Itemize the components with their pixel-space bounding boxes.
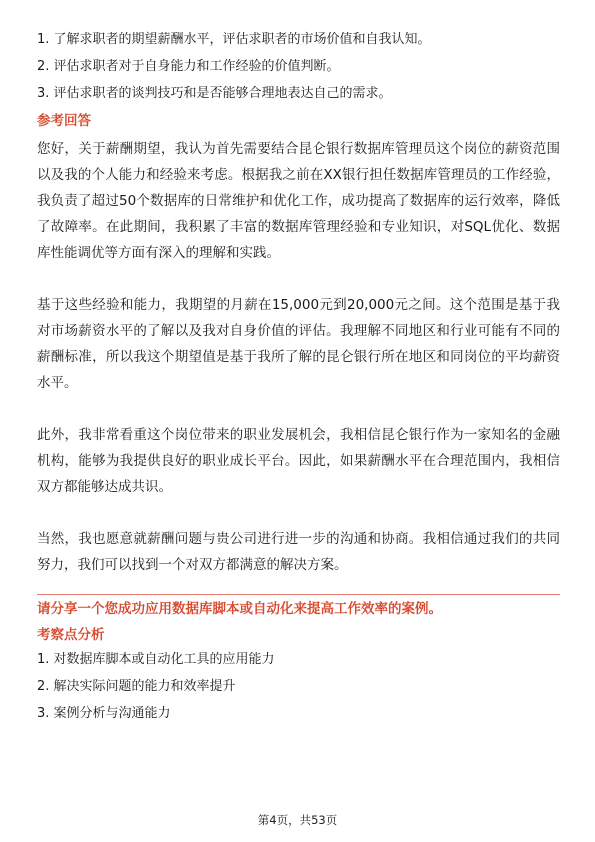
criteria-item: 2. 解决实际问题的能力和效率提升	[37, 679, 236, 694]
answer-paragraph: 当然，我也愿意就薪酬问题与贵公司进行进一步的沟通和协商。我相信通过我们的共同努力，我们可以找到一个对双方都满意的解决方案。	[37, 531, 560, 573]
answer-paragraph: 您好，关于薪酬期望，我认为首先需要结合昆仑银行数据库管理员这个岗位的薪资范围以及我的个人能力和经验来考虑。根据我之前在XX银行担任数据库管理员的工作经验，我负责了超过50个数据库的日常维护和优化工作，成功提高了数据库的运行效率，降低了故障率。在此期间，我积累了丰富的数据库管理经验和专业知识，对SQL优化、数据库性能调优等方面有深入的理解和实践。	[37, 141, 560, 261]
criteria-item: 1. 对数据库脚本或自动化工具的应用能力	[37, 652, 275, 667]
answer-paragraph: 此外，我非常看重这个岗位带来的职业发展机会，我相信昆仑银行作为一家知名的金融机构，能够为我提供良好的职业成长平台。因此，如果薪酬水平在合理范围内，我相信双方都能够达成共识。	[37, 427, 560, 495]
criteria-item: 3. 案例分析与沟通能力	[37, 706, 171, 721]
answer-heading: 参考回答	[37, 113, 91, 129]
criteria-item: 3. 评估求职者的谈判技巧和是否能够合理地表达自己的需求。	[37, 86, 392, 101]
criteria-list-2	[37, 650, 560, 724]
page-number: 第4页，共53页	[257, 813, 338, 827]
question-title: 请分享一个您成功应用数据库脚本或自动化来提高工作效率的案例。	[37, 601, 442, 617]
criteria-item: 1. 了解求职者的期望薪酬水平，评估求职者的市场价值和自我认知。	[37, 32, 431, 47]
criteria-list-1	[37, 30, 560, 104]
section-divider	[37, 594, 560, 595]
answer-paragraph: 基于这些经验和能力，我期望的月薪在15,000元到20,000元之间。这个范围是基于我对市场薪资水平的了解以及我对自身价值的评估。我理解不同地区和行业可能有不同的薪酬标准，所以我这个期望值是基于我所了解的昆仑银行所在地区和同岗位的平均薪资水平。	[37, 297, 560, 391]
criteria-heading: 考察点分析	[37, 627, 105, 643]
document-page	[37, 30, 560, 731]
criteria-item: 2. 评估求职者对于自身能力和工作经验的价值判断。	[37, 59, 340, 74]
